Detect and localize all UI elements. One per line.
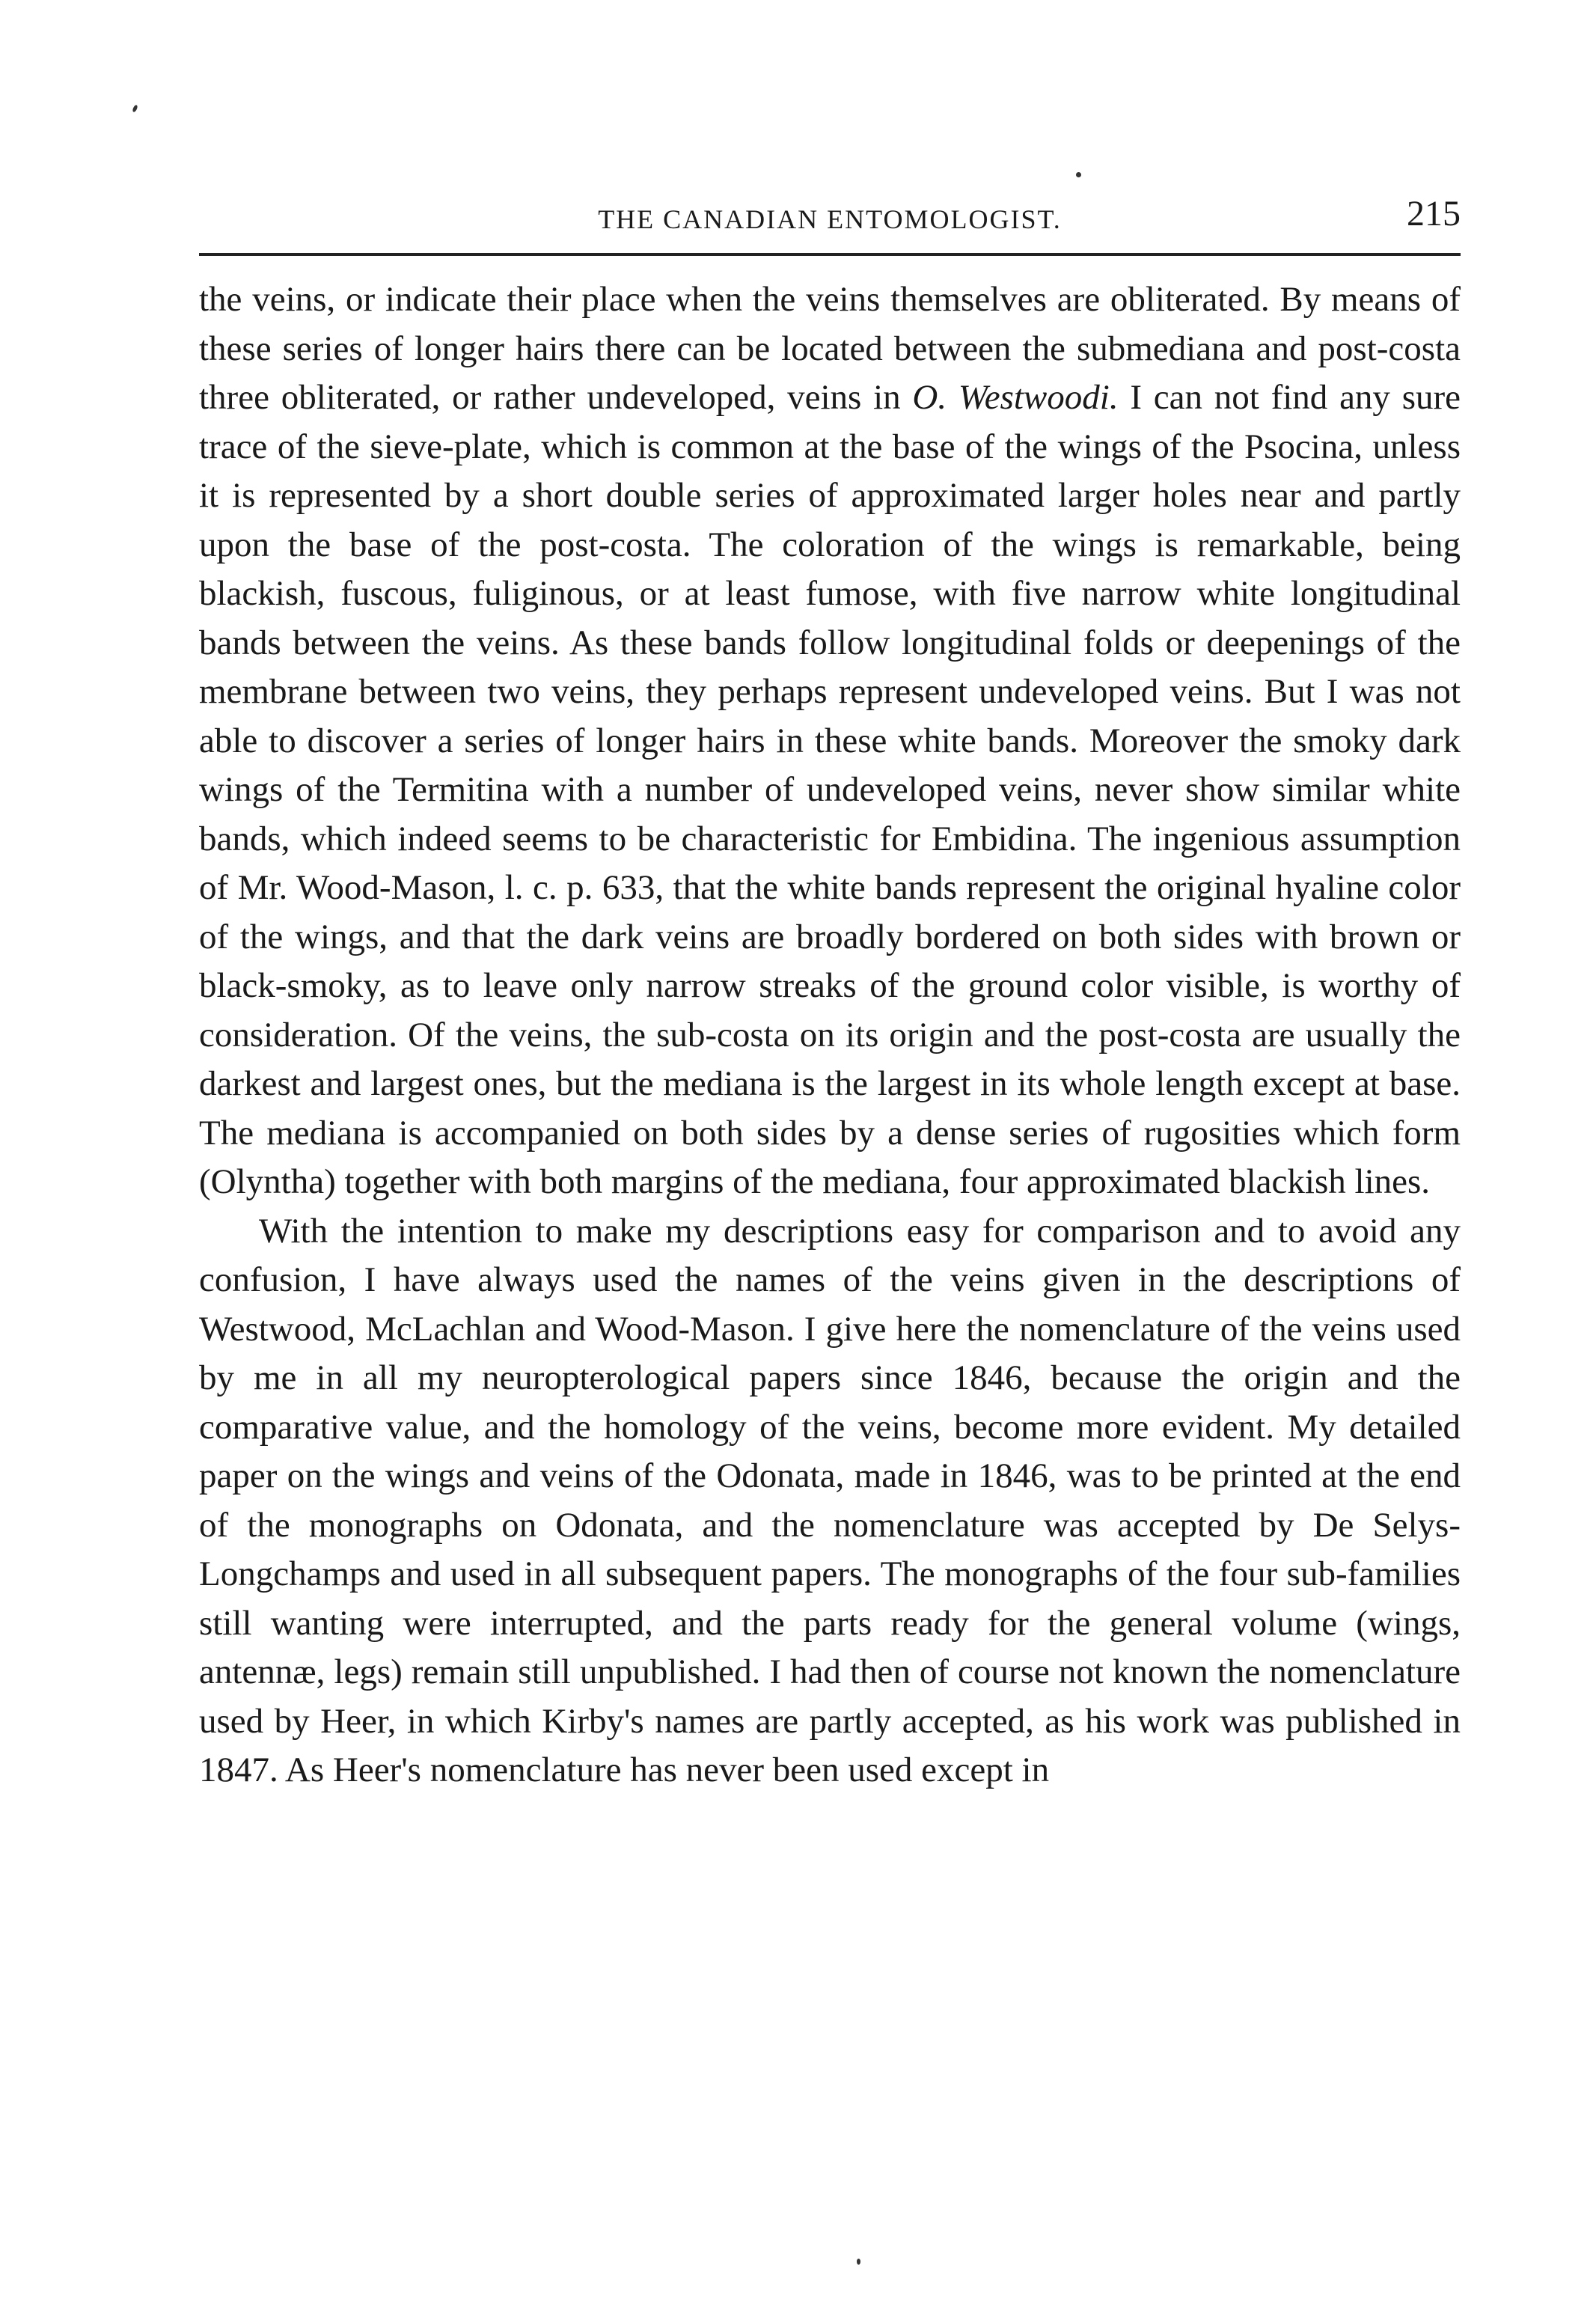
paragraph-nomenclature: With the intention to make my descriptions easy for comparison and to avoid any confusion, I have always used the names of the veins given in the descriptions of Westwood, McLachlan and Wood-Mason. I give here the nomenclature of the veins used by me in all my neuropterological papers since 1846, because the origin and the comparative value, and the homology of the veins, become more evident. My detailed paper on the wings and veins of the Odonata, made in 1846, was to be printed at the end of the monographs on Odonata, and the nomenclature was accepted by De Selys-Longchamps and used in all subsequent papers. The monographs of the four sub-families still wanting were interrupted, and the parts ready for the general volume (wings, antennæ, legs) remain still unpublished. I had then of course not known the nomenclature used by Heer, in which Kirby's names are partly accepted, as his work was published in 1847. As Heer's nomenclature has never been used except in [199,1211,1461,1789]
species-name: O. Westwoodi. [912,378,1119,417]
paragraph-continued [199,275,1461,1207]
paragraph-continued-text-end: I can not find any sure trace of the sieve-plate, which is common at the base of the wings of the Psocina, unless it is represented by a short double series of approximated larger holes near and partly upon the base of the post-costa. The coloration of the wings is remarkable, being blackish, fuscous, fuliginous, or at least fumose, with five narrow white longitudinal bands between the veins. As these bands follow longitudinal folds or deepenings of the membrane between two veins, they perhaps represent undeveloped veins. But I was not able to discover a series of longer hairs in these white bands. Moreover the smoky dark wings of the Termitina with a number of undeveloped veins, never show similar white bands, which indeed seems to be characteristic for Embidina. The ingenious assumption of Mr. Wood-Mason, l. c. p. 633, that the white bands represent the original hyaline color of the wings, and that the dark veins are broadly bordered on both sides with brown or black-smoky, as to leave only narrow streaks of the ground color visible, is worthy of consideration. Of the veins, the sub-costa on its origin and the post-costa are usually the darkest and largest ones, but the mediana is the largest in its whole length except at base. The mediana is accompanied on both sides by a dense series of rugosities which form (Olyntha) together with both margins of the mediana, four approximated blackish lines. [199,378,1461,1201]
page-number: 215 [1407,194,1461,233]
journal-title: THE CANADIAN ENTOMOLOGIST. [598,204,1062,234]
header-rule [199,253,1461,256]
paragraph-continued-text-start: the veins, or indicate their place when the veins themselves are obliterated. By means of these series of longer hairs there can be located between the submediana and post-costa three obliterated, or rather undeveloped, veins in [199,280,1461,417]
body-text [199,275,1461,1795]
page-speck [132,104,138,112]
page-speck [857,2259,860,2265]
page-speck [1076,172,1081,177]
running-header [199,187,1461,239]
page [199,187,1461,1795]
